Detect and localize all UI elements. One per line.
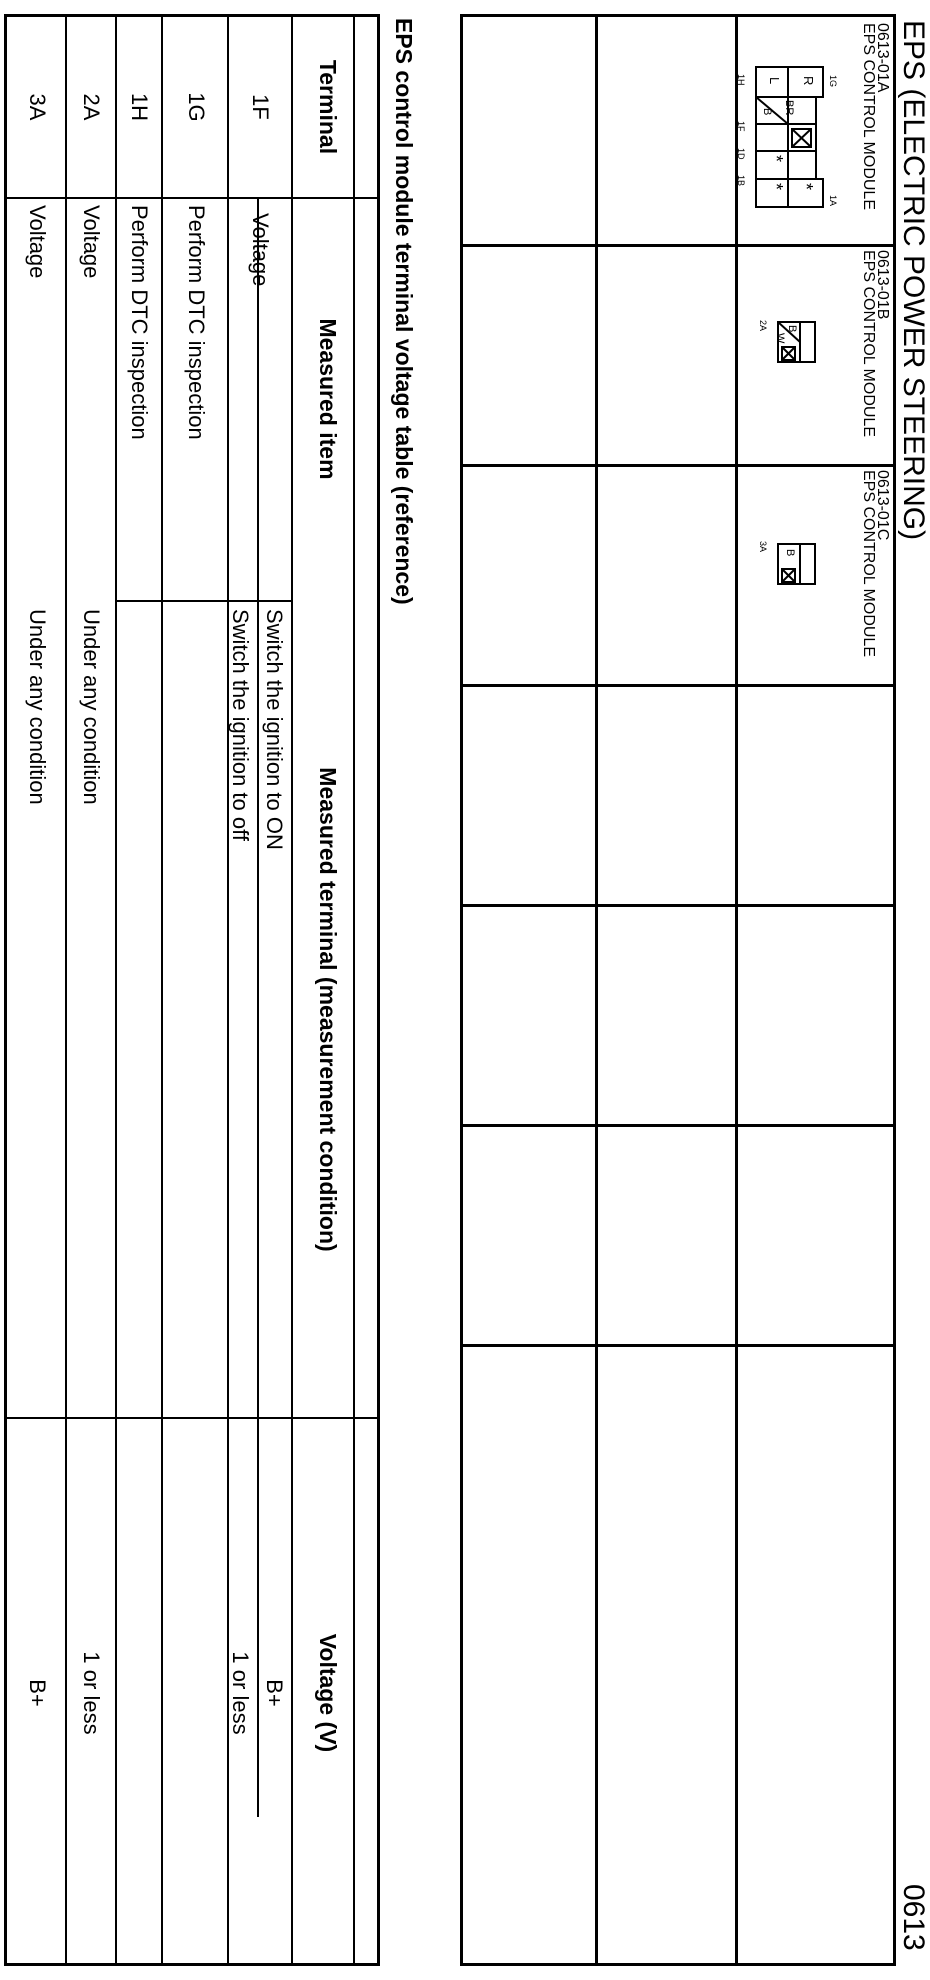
page-number: 0613 (897, 1884, 930, 1951)
header-voltage: Voltage (V) (315, 1633, 341, 1753)
pin-1b-label: 1B (736, 175, 746, 187)
table-cell-item: Perform DTC inspection (184, 205, 209, 440)
table-cell-item: Voltage (248, 213, 273, 287)
pin-1d-label: 1D (736, 148, 746, 160)
pin-marker-asterisk: * (796, 183, 816, 191)
table-cell-condition: Under any condition (79, 609, 104, 805)
connector-grid (460, 14, 896, 1966)
pin-marker-asterisk: * (766, 155, 786, 163)
connector-b-name: EPS CONTROL MODULE (860, 250, 877, 437)
table-cell-condition: Switch the ignition to off (228, 609, 253, 841)
pin-1f-label: 1F (736, 121, 746, 132)
table-cell-item: Voltage (25, 205, 50, 279)
wire-color-w: W (774, 333, 786, 344)
pin-1g-label: 1G (828, 75, 838, 88)
wire-color-r: R (801, 76, 816, 86)
table-cell-voltage: 1 or less (79, 1651, 104, 1735)
table-cell-terminal: 3A (25, 93, 50, 121)
table-cell-item: Perform DTC inspection (127, 205, 152, 440)
pin-3a-label: 3A (758, 541, 768, 553)
pin-1a-label: 1A (828, 195, 838, 207)
wire-color-l: L (767, 77, 782, 85)
wire-color-b: B (786, 325, 798, 333)
table-cell-terminal: 1H (127, 92, 152, 122)
table-cell-voltage: B+ (262, 1679, 287, 1707)
pin-2a-label: 2A (758, 320, 768, 332)
table-cell-item: Voltage (79, 205, 104, 279)
connector-c-name: EPS CONTROL MODULE (860, 470, 877, 657)
table-cell-terminal: 2A (79, 93, 104, 121)
header-terminal: Terminal (315, 59, 341, 155)
pin-1h-label: 1H (736, 74, 746, 86)
table-cell-voltage: B+ (25, 1679, 50, 1707)
wire-color-br: BR (783, 100, 795, 116)
voltage-table (4, 14, 380, 1966)
wire-color-b: B (784, 549, 796, 557)
table-cell-voltage: 1 or less (228, 1651, 253, 1735)
wire-color-b: B (761, 108, 773, 116)
table-cell-condition: Switch the ignition to ON (262, 609, 287, 850)
page-title: EPS (ELECTRIC POWER STEERING) (897, 20, 930, 541)
table-cell-terminal: 1G (184, 92, 209, 122)
connector-a-diagram (743, 57, 838, 227)
table-cell-terminal: 1F (248, 94, 273, 120)
header-measured-terminal: Measured terminal (measurement condition) (315, 767, 341, 1252)
connector-b-code: 0613-01B (874, 250, 891, 320)
voltage-table-title: EPS control module terminal voltage table (reference) (391, 18, 417, 605)
header-measured-item: Measured item (315, 318, 341, 480)
table-cell-condition: Under any condition (25, 609, 50, 805)
connector-a-code: 0613-01A (874, 23, 891, 93)
connector-a-name: EPS CONTROL MODULE (860, 23, 877, 210)
connector-c-diagram (770, 539, 820, 589)
pin-marker-asterisk: * (766, 183, 786, 191)
connector-c-code: 0613-01C (874, 470, 891, 541)
